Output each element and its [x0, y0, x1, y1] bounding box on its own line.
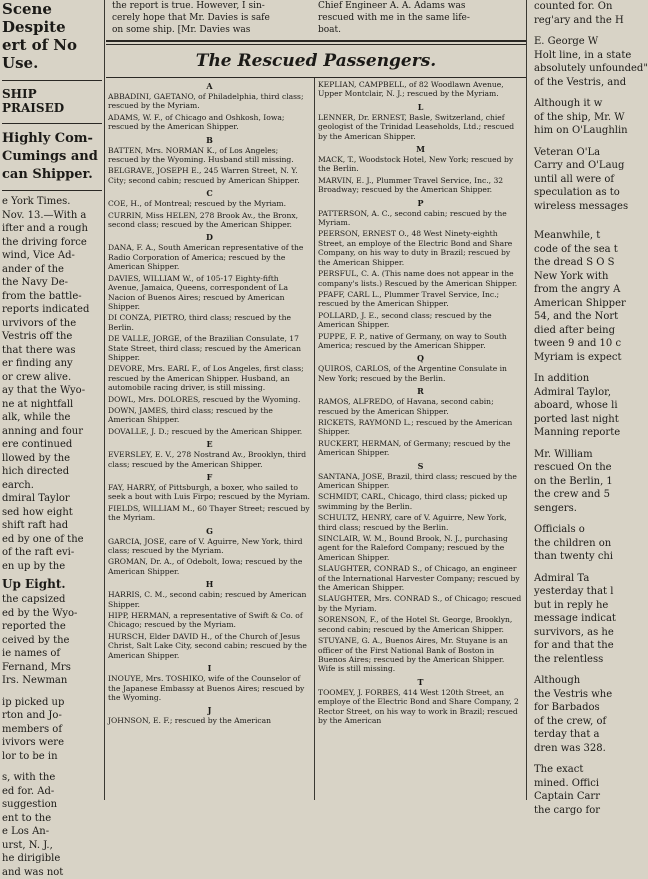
alpha-letter-heading: Q	[318, 352, 523, 364]
text-line: from the angry A	[534, 283, 640, 297]
left-subhead-2: Up Eight.	[2, 575, 102, 593]
text-line: on the Berlin, 1	[534, 475, 640, 489]
alpha-letter-heading: I	[108, 662, 311, 674]
text-line: and was not	[2, 866, 102, 879]
text-line: ent to the	[2, 812, 102, 826]
text-line: the Navy De-	[2, 276, 102, 290]
text-line: aboard, whose li	[534, 399, 640, 413]
alpha-letter-heading: T	[318, 676, 523, 688]
passenger-list-column-2	[318, 80, 523, 800]
alpha-letter-heading: M	[318, 143, 523, 155]
text-line: him on O'Laughlin	[534, 124, 640, 138]
text-line	[534, 221, 640, 229]
left-divider	[2, 80, 102, 81]
text-line: ivivors were	[2, 736, 102, 750]
text-line	[534, 27, 640, 35]
text-line: rton and Jo-	[2, 709, 102, 723]
passenger-entry: DANA, F. A., South American representative of the Radio Corporation of America; rescued by the American Shipper.	[108, 243, 311, 271]
passenger-entry: FAY, HARRY, of Pittsburgh, a boxer, who sailed to seek a bout with Luis Firpo; rescued by the Myriam.	[108, 483, 311, 502]
text-line	[534, 364, 640, 372]
text-line: yesterday that l	[534, 585, 640, 599]
text-line: reg'ary and the H	[534, 14, 640, 28]
alpha-letter-heading: S	[318, 460, 523, 472]
text-line: ceived by the	[2, 634, 102, 648]
text-line: absolutely unfounded"	[534, 62, 640, 76]
text-line: from the battle-	[2, 290, 102, 304]
passenger-entry: POLLARD, J. E., second class; rescued by the American Shipper.	[318, 311, 523, 330]
passenger-entry: KEPLIAN, CAMPBELL, of 82 Woodlawn Avenue, Upper Montclair, N. J.; rescued by the Myriam.	[318, 80, 523, 99]
left-headline-1: Scene Despite	[2, 0, 102, 36]
passenger-entry: JOHNSON, E. F.; rescued by the American	[108, 716, 311, 725]
text-line: urst, N. J.,	[2, 839, 102, 853]
text-line: dmiral Taylor	[2, 492, 102, 506]
text-line: the Vestris whe	[534, 688, 640, 702]
text-line: for and that the	[534, 639, 640, 653]
text-line	[534, 515, 640, 523]
top-right-text	[318, 0, 528, 36]
passenger-entry: DOVALLE, J. D.; rescued by the American Shipper.	[108, 427, 311, 436]
passenger-entry: GROMAN, Dr. A., of Odebolt, Iowa; rescued by the American Shipper.	[108, 557, 311, 576]
text-line: ere continued	[2, 438, 102, 452]
text-line: ifter and a rough	[2, 222, 102, 236]
text-line	[534, 755, 640, 763]
text-line: for Barbados	[534, 701, 640, 715]
passenger-entry: SCHMIDT, CARL, Chicago, third class; picked up swimming by the Berlin.	[318, 492, 523, 511]
text-line	[534, 440, 640, 448]
text-line: llowed by the	[2, 452, 102, 466]
text-line: Vestris off the	[2, 330, 102, 344]
top-center-text	[106, 0, 524, 38]
passenger-entry: LENNER, Dr. ERNEST, Basle, Switzerland, chief geologist of the Trinidad Leaseholds, Ltd.; rescued by the American Shipper.	[318, 113, 523, 141]
text-line: Fernand, Mrs	[2, 661, 102, 675]
text-line: on some ship. [Mr. Davies was	[112, 24, 312, 36]
text-line: he dirigible	[2, 852, 102, 866]
left-divider	[2, 123, 102, 124]
text-line: sengers.	[534, 502, 640, 516]
text-line: speculation as to	[534, 186, 640, 200]
text-line	[534, 564, 640, 572]
passenger-entry: ADAMS, W. F., of Chicago and Oshkosh, Iowa; rescued by the American Shipper.	[108, 113, 311, 132]
text-line: American Shipper	[534, 297, 640, 311]
text-line: wireless messages	[534, 200, 640, 214]
text-line: Meanwhile, t	[534, 229, 640, 243]
text-line	[534, 138, 640, 146]
text-line: the relentless	[534, 653, 640, 667]
text-line: tween 9 and 10 c	[534, 337, 640, 351]
text-line: rescued On the	[534, 461, 640, 475]
text-line: Although it w	[534, 97, 640, 111]
text-line: wind, Vice Ad-	[2, 249, 102, 263]
passenger-entry: EVERSLEY, E. V., 278 Nostrand Av., Brooklyn, third class; rescued by the American Shipper.	[108, 450, 311, 469]
alpha-letter-heading: C	[108, 187, 311, 199]
text-line: Although	[534, 674, 640, 688]
alpha-letter-heading: A	[108, 80, 311, 92]
left-body-2	[2, 593, 102, 879]
alpha-letter-heading: B	[108, 134, 311, 146]
text-line: Veteran O'La	[534, 146, 640, 160]
passenger-entry: TOOMEY, J. FORBES, 414 West 120th Street, an employe of the Electric Bond and Share Company, 2 Rector Street, on his way to work in Brazil; rescued by the American	[318, 688, 523, 726]
text-line: lor to be in	[2, 750, 102, 764]
left-subhead-ship: SHIP PRAISED	[2, 87, 102, 115]
top-left-text	[112, 0, 312, 36]
passenger-entry: HURSCH, Elder DAVID H., of the Church of Jesus Christ, Salt Lake City, second cabin; rescued by the American Shipper.	[108, 632, 311, 660]
left-headline-2-line: can Shipper.	[2, 166, 102, 184]
left-headline-2-line: Highly Com-	[2, 130, 102, 148]
text-line: Mr. William	[534, 448, 640, 462]
passenger-entry: PFAFF, CARL L., Plummer Travel Service, Inc.; rescued by the American Shipper.	[318, 290, 523, 309]
text-line: died after being	[534, 324, 640, 338]
text-line: the report is true. However, I sin-	[112, 0, 312, 12]
passenger-entry: STUYANE, G. A., Buenos Aires, Mr. Stuyane is an officer of the First National Bank of Boston in Buenos Aires; rescued by the American Shipper. Wife is still missing.	[318, 636, 523, 674]
text-line: Admiral Taylor,	[534, 386, 640, 400]
text-line: In addition	[534, 372, 640, 386]
passenger-entry: QUIROS, CARLOS, of the Argentine Consulate in New York; rescued by the Berlin.	[318, 364, 523, 383]
passenger-entry: PATTERSON, A. C., second cabin; rescued by the Myriam.	[318, 209, 523, 228]
passenger-entry: RICKETS, RAYMOND L.; rescued by the American Shipper.	[318, 418, 523, 437]
alpha-letter-heading: G	[108, 525, 311, 537]
text-line: but in reply he	[534, 599, 640, 613]
text-line: ander of the	[2, 263, 102, 277]
text-line: terday that a	[534, 728, 640, 742]
text-line: Irs. Newman	[2, 674, 102, 688]
passenger-entry: SORENSON, F., of the Hotel St. George, Brooklyn, second cabin; rescued by the American Shipper.	[318, 615, 523, 634]
passenger-entry: SLAUGHTER, CONRAD S., of Chicago, an engineer of the International Harvester Company; rescued by the American Shipper.	[318, 564, 523, 592]
text-line: until all were of	[534, 173, 640, 187]
text-line: ported last night	[534, 413, 640, 427]
text-line	[534, 666, 640, 674]
text-line: Captain Carr	[534, 790, 640, 804]
alpha-letter-heading: L	[318, 101, 523, 113]
text-line: the dread S O S	[534, 256, 640, 270]
passenger-list-column-1	[108, 80, 311, 800]
text-line	[534, 89, 640, 97]
passenger-entry: DEVORE, Mrs. EARL F., of Los Angeles, first class; rescued by the American Shipper. Husband, an automobile racing driver, is still missing.	[108, 364, 311, 392]
text-line: of the crew, of	[534, 715, 640, 729]
text-line: ie names of	[2, 647, 102, 661]
alpha-letter-heading: E	[108, 438, 311, 450]
text-line: ed by the Wyo-	[2, 607, 102, 621]
text-line: ay that the Wyo-	[2, 384, 102, 398]
alpha-letter-heading: R	[318, 385, 523, 397]
left-body-1	[2, 195, 102, 573]
text-line: 54, and the Nort	[534, 310, 640, 324]
passenger-entry: BATTEN, Mrs. NORMAN K., of Los Angeles; rescued by the Wyoming. Husband still missing.	[108, 146, 311, 165]
passenger-entry: SCHULTZ, HENRY, care of V. Aguirre, New York, third class; rescued by the Berlin.	[318, 513, 523, 532]
passenger-entry: DI CONZA, PIETRO, third class; rescued by the Berlin.	[108, 313, 311, 332]
text-line: message indicat	[534, 612, 640, 626]
passenger-entry: MARVIN, E. J., Plummer Travel Service, Inc., 32 Broadway; rescued by the American Shipper.	[318, 176, 523, 195]
text-line: Manning reporte	[534, 426, 640, 440]
text-line: alk, while the	[2, 411, 102, 425]
alpha-letter-heading: J	[108, 704, 311, 716]
text-line: Chief Engineer A. A. Adams was	[318, 0, 528, 12]
passenger-entry: ABBADINI, GAETANO, of Philadelphia, third class; rescued by the Myriam.	[108, 92, 311, 111]
text-line: s, with the	[2, 771, 102, 785]
passenger-entry: SANTANA, JOSE, Brazil, third class; rescued by the American Shipper.	[318, 472, 523, 491]
text-line: e York Times.	[2, 195, 102, 209]
text-line: New York with	[534, 270, 640, 284]
text-line: Admiral Ta	[534, 572, 640, 586]
text-line: mined. Offici	[534, 777, 640, 791]
left-headline-2-line: Cumings and	[2, 148, 102, 166]
passenger-entry: HIPP, HERMAN, a representative of Swift & Co. of Chicago; rescued by the Myriam.	[108, 611, 311, 630]
text-line: ed by one of the	[2, 533, 102, 547]
left-divider	[2, 190, 102, 191]
passenger-entry: PEERSON, ERNEST O., 48 West Ninety-eighth Street, an employe of the Electric Bond and Share Company, on his way to duty in Brazil; rescued by the American Shipper.	[318, 229, 523, 267]
text-line: boat.	[318, 24, 528, 36]
text-line: that there was	[2, 344, 102, 358]
text-line: shift raft had	[2, 519, 102, 533]
passenger-entry: RUCKERT, HERMAN, of Germany; rescued by the American Shipper.	[318, 439, 523, 458]
alpha-letter-heading: F	[108, 471, 311, 483]
text-line: Carry and O'Laug	[534, 159, 640, 173]
text-line: earch.	[2, 479, 102, 493]
text-line: the children on	[534, 537, 640, 551]
text-line: hich directed	[2, 465, 102, 479]
text-line: members of	[2, 723, 102, 737]
text-line: the driving force	[2, 236, 102, 250]
text-line: of the raft evi-	[2, 546, 102, 560]
alpha-letter-heading: H	[108, 578, 311, 590]
passenger-entry: DOWN, JAMES, third class; rescued by the American Shipper.	[108, 406, 311, 425]
text-line: reports indicated	[2, 303, 102, 317]
text-line: or crew alive.	[2, 371, 102, 385]
text-line: rescued with me in the same life-	[318, 12, 528, 24]
passenger-entry: DE VALLE, JORGE, of the Brazilian Consulate, 17 State Street, third class; rescued by the American Shipper.	[108, 334, 311, 362]
text-line: en up by the	[2, 560, 102, 574]
text-line: reported the	[2, 620, 102, 634]
passenger-entry: FIELDS, WILLIAM M., 60 Thayer Street; rescued by the Myriam.	[108, 504, 311, 523]
text-line: e Los An-	[2, 825, 102, 839]
passenger-entry: DOWL, Mrs. DOLORES, rescued by the Wyoming.	[108, 395, 311, 404]
passenger-entry: PUPPE, F. P., native of Germany, on way to South America; rescued by the American Shipper.	[318, 332, 523, 351]
text-line	[534, 213, 640, 221]
text-line: urvivors of the	[2, 317, 102, 331]
text-line: code of the sea t	[534, 243, 640, 257]
text-line: survivors, as he	[534, 626, 640, 640]
rescued-passengers-title: The Rescued Passengers.	[106, 44, 526, 78]
text-line: Nov. 13.—With a	[2, 209, 102, 223]
passenger-entry: MACK, T., Woodstock Hotel, New York; rescued by the Berlin.	[318, 155, 523, 174]
text-line: Holt line, in a state	[534, 49, 640, 63]
passenger-entry: SLAUGHTER, Mrs. CONRAD S., of Chicago; rescued by the Myriam.	[318, 594, 523, 613]
text-line: dren was 328.	[534, 742, 640, 756]
text-line: the cargo for	[534, 804, 640, 818]
passenger-entry: COE, H., of Montreal; rescued by the Myriam.	[108, 199, 311, 208]
passenger-entry: RAMOS, ALFREDO, of Havana, second cabin; rescued by the American Shipper.	[318, 397, 523, 416]
text-line: E. George W	[534, 35, 640, 49]
passenger-entry: INOUYE, Mrs. TOSHIKO, wife of the Counselor of the Japanese Embassy at Buenos Aires; rescued by the Wyoming.	[108, 674, 311, 702]
text-line: ip picked up	[2, 696, 102, 710]
left-headline-2: ert of No Use.	[2, 36, 102, 72]
text-line: The exact	[534, 763, 640, 777]
text-line: Myriam is expect	[534, 351, 640, 365]
passenger-entry: DAVIES, WILLIAM W., of 105-17 Eighty-fifth Avenue, Jamaica, Queens, correspondent of La Nacion of Buenos Aires; rescued by American Shipper.	[108, 274, 311, 312]
column-rule	[526, 0, 527, 800]
text-line	[2, 763, 102, 771]
passenger-entry: CURRIN, Miss HELEN, 278 Brook Av., the Bronx, second class; rescued by the American Shipper.	[108, 211, 311, 230]
text-line: of the Vestris, and	[534, 76, 640, 90]
text-line: suggestion	[2, 798, 102, 812]
text-line: sed how eight	[2, 506, 102, 520]
passenger-list-divider	[314, 78, 315, 800]
passenger-entry: HARRIS, C. M., second cabin; rescued by American Shipper.	[108, 590, 311, 609]
text-line: the capsized	[2, 593, 102, 607]
column-rule	[104, 0, 105, 800]
box-top-rule	[106, 40, 526, 42]
text-line: counted for. On	[534, 0, 640, 14]
right-column	[528, 0, 640, 800]
passenger-entry: PERSFUL, C. A. (This name does not appear in the company's lists.) Rescued by the American Shipper.	[318, 269, 523, 288]
text-line	[2, 688, 102, 696]
text-line: the crew and 5	[534, 488, 640, 502]
text-line: ed for. Ad-	[2, 785, 102, 799]
alpha-letter-heading: D	[108, 231, 311, 243]
text-line: than twenty chi	[534, 550, 640, 564]
text-line: cerely hope that Mr. Davies is safe	[112, 12, 312, 24]
left-column	[0, 0, 104, 800]
passenger-entry: SINCLAIR, W. M., Bound Brook, N. J., purchasing agent for the Raleford Company; rescued by the American Shipper.	[318, 534, 523, 562]
text-line: Officials o	[534, 523, 640, 537]
passenger-entry: GARCIA, JOSE, care of V. Aguirre, New York, third class; rescued by the Myriam.	[108, 537, 311, 556]
text-line: anning and four	[2, 425, 102, 439]
passenger-entry: BELGRAVE, JOSEPH E., 245 Warren Street, N. Y. City; second cabin; rescued by American Shipper.	[108, 166, 311, 185]
alpha-letter-heading: P	[318, 197, 523, 209]
text-line: ne at nightfall	[2, 398, 102, 412]
text-line: of the ship, Mr. W	[534, 111, 640, 125]
text-line: er finding any	[2, 357, 102, 371]
